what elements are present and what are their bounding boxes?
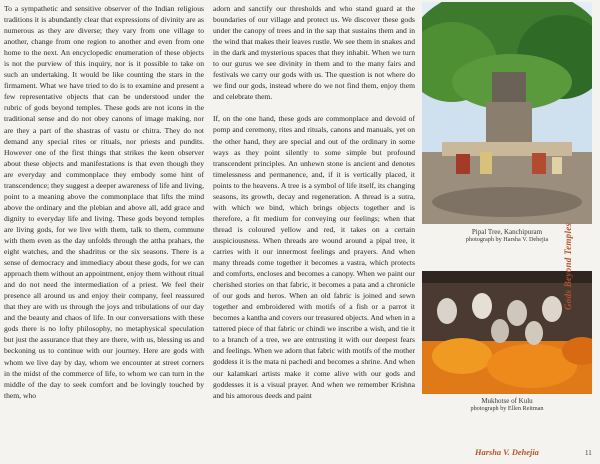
caption-credit: photograph by Harsha V. Dehejia <box>465 236 549 243</box>
text-column-left <box>4 3 204 401</box>
text-column-middle <box>213 3 415 401</box>
running-head: Gods Beyond Temples <box>563 222 573 310</box>
body-paragraph: If, on the one hand, these gods are commonplace and devoid of pomp and ceremony, rites and rituals, canons and manuals, yet on the other hand, they are special and out of the ordinary in some ways as they point silently to some simple but profound transcendent principles. An unhewn stone is ancient and denotes timelessness and permanence, and, if it is vertically placed, it points to the heavens. A tree is a symbol of life itself, its changing seasons, its growth, decay and regeneration. A thread is a sutra, with which we bind, which brings objects together and is therefore, a fit medium for conveying our feelings; when that thread is coloured yellow and red, it takes on a certain auspiciousness. When threads are wound around a pipal tree, it carries with it our innermost feelings and prayers. And when many threads come together it becomes a vastra, which protects and comforts, encloses and becomes a canopy. When we paint our cherished stories on that fabric, it becomes a pata and a chronicle of our gods and heros. When an old fabric is joined and sewn together and embroidered with motifs of a fish or a parrot it becomes a kantha and covers our treasured objects. And when in a tattered piece of that fabric or chindi we inscribe a wish, and tie it to a branch of a tree, we are entrusting it with our deepest fears and feelings. When we adorn that fabric with motifs of the mother goddess it is the mata ni pachedi and becomes a shrine. And when our kalamkari artists make it come alive with our gods and goddesses it is a visual prayer. And when we remember Krishna and his amorous deeds and paint <box>213 114 415 400</box>
page-number: 11 <box>585 449 592 457</box>
caption-credit: photograph by Ellen Reitman <box>470 405 544 412</box>
caption-title: Pipal Tree, Kanchipuram <box>471 228 543 236</box>
footer-author: Harsha V. Dehejia <box>475 448 539 457</box>
caption-title: Mukhotse of Kulu <box>481 397 533 405</box>
body-paragraph: To a sympathetic and sensitive observer of the Indian religious traditions it is abundantly clear that expressions of divinity are as numerous as they are diverse; they vary from one village to another, change from one region to another and even from one home to the next. An encyclopedic enumeration of these objects is not the purview of this inquiry, nor is it possible to take on such an undertaking. It would be like counting the stars in the firmament. What we have tried to do is to examine and present a few representative objects that can be understood under the rubric of gods beyond temples. These gods are not icons in the traditional sense and do not obey canons of image making, nor are they a part of the shastras of vastu or chitra. They do not demand any special rites or rituals, nor priests and pundits. However one of the first things that strikes the keen observer about these objects and manifestations is that even though they are everyday and commonplace they embody some hint of transcendence; they suggest a deeper awareness of life and living, point to a meaning above the commonplace that lifts the mind above the ordinary and the plebian and above all, add grace and dignity to everyday life and living. These gods beyond temples are living gods, for we live with them, talk to them, commune with them even as the day unfolds through the attha prahars, the eight watches, and the shadritus or the six seasons. There is a sense of democracy and immediacy about these gods, for we can approach them without an appointment, enjoy them without ritual and do not need the intermediation of a priest. We feel their presence all around us and enjoy their company, feel reassured that they are with us through the joys and tribulations of our day and the beauty and chaos of life. In our conversations with these gods there is no lofty philosophy, no metaphysical speculation but just the assurance that they are there, with us, blessing us and beckoning us to continue with our journey. Here are gods with whom we live day by day, whom we encounter at street corners in the midst of the commerce of life, to whom we can turn in the middle of the day to seek comfort and be lovingly touched by them, who <box>4 4 204 400</box>
photo-caption <box>422 397 592 413</box>
body-paragraph: adorn and sanctify our thresholds and who stand guard at the boundaries of our village and protect us. We discover these gods under the canopy of trees and in the sap that sustains them and in the wind that makes their leaves rustle. We see them in snakes and in the dark and mysterious spaces that they inhabit. When we turn to our gurus we see divinity in them and to the many fairs and festivals we carry our gods with us. The question is not where do we find our gods, instead where do we not find them, enjoy them and celebrate them. <box>213 4 415 102</box>
